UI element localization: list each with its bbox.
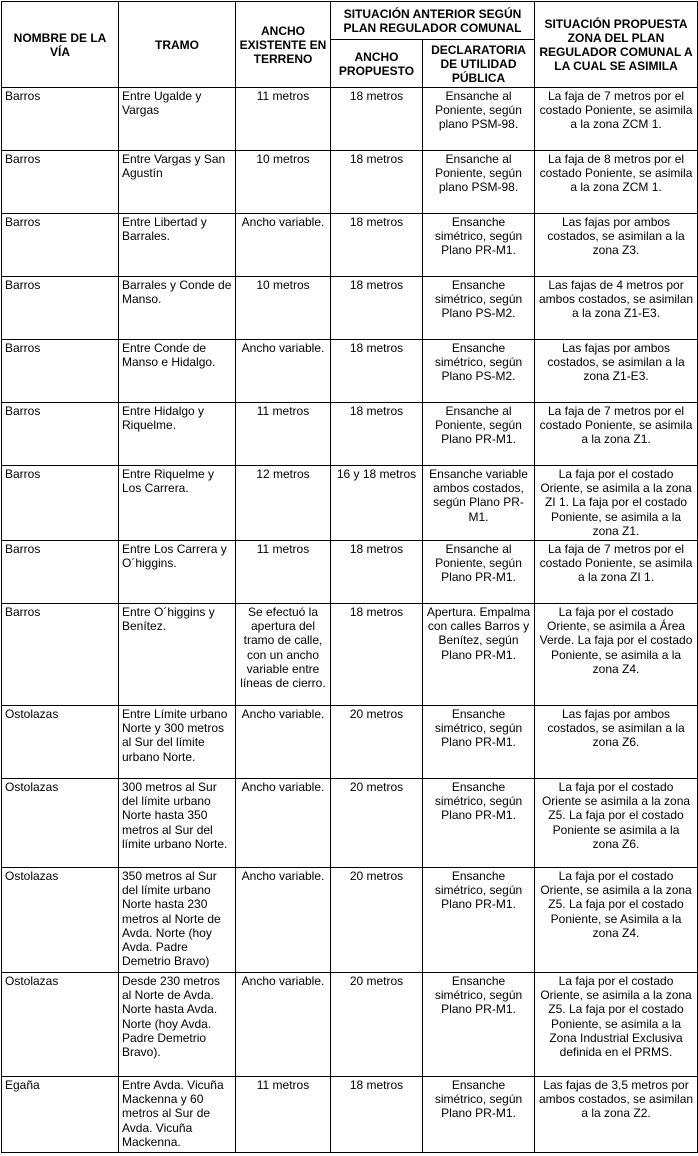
ancho-propuesto-cell: 16 y 18 metros (331, 466, 423, 541)
zona-asimilada-cell: La faja por el costado Oriente, se asimila a la zona Z5. La faja por el costado Poniente, se asimila a la Zona Industrial Exclusiva definida en el PRMS. (535, 973, 698, 1077)
tramo-cell: Entre Riquelme y Los Carrera. (119, 466, 236, 541)
via-cell: Ostolazas (2, 973, 119, 1077)
tramo-cell: Entre Hidalgo y Riquelme. (119, 403, 236, 466)
table-row (2, 604, 698, 706)
ancho-existente-cell: Ancho variable. (236, 214, 331, 277)
ancho-propuesto-cell: 20 metros (331, 779, 423, 868)
table-row (2, 706, 698, 779)
via-cell: Barros (2, 541, 119, 604)
via-cell: Barros (2, 151, 119, 214)
table-row (2, 541, 698, 604)
zona-asimilada-cell: La faja de 7 metros por el costado Poniente, se asimila a la zona ZI 1. (535, 541, 698, 604)
tramo-cell: Entre Libertad y Barrales. (119, 214, 236, 277)
table-row (2, 88, 698, 151)
ancho-propuesto-cell: 18 metros (331, 340, 423, 403)
header-ancho-propuesto: ANCHO PROPUESTO (331, 40, 423, 88)
tramo-cell: Entre Vargas y San Agustín (119, 151, 236, 214)
zona-asimilada-cell: La faja por el costado Oriente, se asimila a Área Verde. La faja por el costado Poniente, se asimila a la zona Z4. (535, 604, 698, 706)
via-cell: Egaña (2, 1077, 119, 1153)
tramo-cell: Entre Conde de Manso e Hidalgo. (119, 340, 236, 403)
zona-asimilada-cell: Las fajas por ambos costados, se asimilan a la zona Z6. (535, 706, 698, 779)
table-row (2, 151, 698, 214)
ancho-propuesto-cell: 20 metros (331, 706, 423, 779)
zona-asimilada-cell: La faja por el costado Oriente, se asimila a la zona ZI 1. La faja por el costado Poniente, se asimila a la zona Z1. (535, 466, 698, 541)
ancho-propuesto-cell: 18 metros (331, 604, 423, 706)
header-tramo: TRAMO (119, 2, 236, 88)
zona-asimilada-cell: La faja por el costado Oriente se asimila a la zona Z5. La faja por el costado Poniente se asimila a la zona Z6. (535, 779, 698, 868)
via-cell: Barros (2, 340, 119, 403)
ancho-propuesto-cell: 20 metros (331, 973, 423, 1077)
zona-asimilada-cell: Las fajas por ambos costados, se asimilan a la zona Z3. (535, 214, 698, 277)
ancho-existente-cell: 10 metros (236, 277, 331, 340)
zona-asimilada-cell: La faja por el costado Oriente, se asimila a la zona Z5. La faja por el costado Poniente, se Asimila a la zona Z4. (535, 868, 698, 973)
table-row (2, 277, 698, 340)
table-row (2, 868, 698, 973)
zona-asimilada-cell: Las fajas de 4 metros por ambos costados, se asimilan a la zona Z1-E3. (535, 277, 698, 340)
header-declaratoria: DECLARATORIA DE UTILIDAD PÚBLICA (423, 40, 535, 88)
ancho-existente-cell: 11 metros (236, 1077, 331, 1153)
table-row (2, 403, 698, 466)
zona-asimilada-cell: Las fajas por ambos costados, se asimilan a la zona Z1-E3. (535, 340, 698, 403)
zona-asimilada-cell: La faja de 8 metros por el costado Poniente, se asimila a la zona ZCM 1. (535, 151, 698, 214)
declaratoria-cell: Ensanche al Poniente, según plano PSM-98. (423, 88, 535, 151)
ancho-existente-cell: 12 metros (236, 466, 331, 541)
ancho-propuesto-cell: 18 metros (331, 403, 423, 466)
ancho-existente-cell: Ancho variable. (236, 868, 331, 973)
declaratoria-cell: Ensanche simétrico, según Plano PR-M1. (423, 214, 535, 277)
via-cell: Barros (2, 277, 119, 340)
via-cell: Barros (2, 604, 119, 706)
tramo-cell: Desde 230 metros al Norte de Avda. Norte hasta Avda. Norte (hoy Avda. Padre Demetrio Bravo). (119, 973, 236, 1077)
ancho-existente-cell: 11 metros (236, 403, 331, 466)
declaratoria-cell: Ensanche simétrico, según Plano PR-M1. (423, 779, 535, 868)
declaratoria-cell: Ensanche simétrico, según Plano PS-M2. (423, 340, 535, 403)
ancho-propuesto-cell: 18 metros (331, 277, 423, 340)
declaratoria-cell: Ensanche simétrico, según Plano PR-M1. (423, 973, 535, 1077)
via-cell: Barros (2, 466, 119, 541)
table-row (2, 340, 698, 403)
tramo-cell: Entre Ugalde y Vargas (119, 88, 236, 151)
ancho-existente-cell: Ancho variable. (236, 706, 331, 779)
tramo-cell: Entre O´higgins y Benítez. (119, 604, 236, 706)
table-row (2, 973, 698, 1077)
ancho-existente-cell: Ancho variable. (236, 340, 331, 403)
table-row (2, 1077, 698, 1153)
ancho-existente-cell: Se efectuó la apertura del tramo de calle, con un ancho variable entre líneas de cierro. (236, 604, 331, 706)
tramo-cell: Entre Límite urbano Norte y 300 metros al Sur del límite urbano Norte. (119, 706, 236, 779)
table-row (2, 779, 698, 868)
declaratoria-cell: Ensanche al Poniente, según Plano PR-M1. (423, 403, 535, 466)
header-nombre-via: NOMBRE DE LA VÍA (2, 2, 119, 88)
via-cell: Barros (2, 214, 119, 277)
zona-asimilada-cell: La faja de 7 metros por el costado Poniente, se asimila a la zona Z1. (535, 403, 698, 466)
zona-asimilada-cell: La faja de 7 metros por el costado Poniente, se asimila a la zona ZCM 1. (535, 88, 698, 151)
declaratoria-cell: Ensanche al Poniente, según Plano PR-M1. (423, 541, 535, 604)
ancho-propuesto-cell: 18 metros (331, 1077, 423, 1153)
ancho-propuesto-cell: 18 metros (331, 214, 423, 277)
declaratoria-cell: Apertura. Empalma con calles Barros y Benítez, según Plano PR-M1. (423, 604, 535, 706)
declaratoria-cell: Ensanche simétrico, según Plano PR-M1. (423, 868, 535, 973)
ancho-existente-cell: 10 metros (236, 151, 331, 214)
tramo-cell: 350 metros al Sur del límite urbano Norte hasta 230 metros al Norte de Avda. Norte (hoy Avda. Padre Demetrio Bravo) (119, 868, 236, 973)
table-row (2, 466, 698, 541)
declaratoria-cell: Ensanche simétrico, según Plano PS-M2. (423, 277, 535, 340)
header-situacion-propuesta: SITUACIÓN PROPUESTA ZONA DEL PLAN REGULADOR COMUNAL A LA CUAL SE ASIMILA (535, 2, 698, 88)
tramo-cell: Entre Los Carrera y O´higgins. (119, 541, 236, 604)
ancho-propuesto-cell: 18 metros (331, 88, 423, 151)
tramo-cell: Entre Avda. Vicuña Mackenna y 60 metros al Sur de Avda. Vicuña Mackenna. (119, 1077, 236, 1153)
via-cell: Ostolazas (2, 706, 119, 779)
vias-table (1, 1, 698, 1153)
tramo-cell: Barrales y Conde de Manso. (119, 277, 236, 340)
declaratoria-cell: Ensanche variable ambos costados, según Plano PR-M1. (423, 466, 535, 541)
declaratoria-cell: Ensanche al Poniente, según plano PSM-98. (423, 151, 535, 214)
zona-asimilada-cell: Las fajas de 3,5 metros por ambos costados, se asimilan a la zona Z2. (535, 1077, 698, 1153)
ancho-existente-cell: 11 metros (236, 88, 331, 151)
ancho-propuesto-cell: 18 metros (331, 151, 423, 214)
via-cell: Ostolazas (2, 868, 119, 973)
header-ancho-existente: ANCHO EXISTENTE EN TERRENO (236, 2, 331, 88)
ancho-existente-cell: Ancho variable. (236, 779, 331, 868)
declaratoria-cell: Ensanche simétrico, según Plano PR-M1. (423, 1077, 535, 1153)
ancho-propuesto-cell: 20 metros (331, 868, 423, 973)
declaratoria-cell: Ensanche simétrico, según Plano PR-M1. (423, 706, 535, 779)
via-cell: Barros (2, 403, 119, 466)
ancho-existente-cell: Ancho variable. (236, 973, 331, 1077)
via-cell: Ostolazas (2, 779, 119, 868)
via-cell: Barros (2, 88, 119, 151)
ancho-existente-cell: 11 metros (236, 541, 331, 604)
header-situacion-anterior: SITUACIÓN ANTERIOR SEGÚN PLAN REGULADOR COMUNAL (331, 2, 535, 40)
table-row (2, 214, 698, 277)
ancho-propuesto-cell: 18 metros (331, 541, 423, 604)
tramo-cell: 300 metros al Sur del límite urbano Norte hasta 350 metros al Sur del límite urbano Norte. (119, 779, 236, 868)
